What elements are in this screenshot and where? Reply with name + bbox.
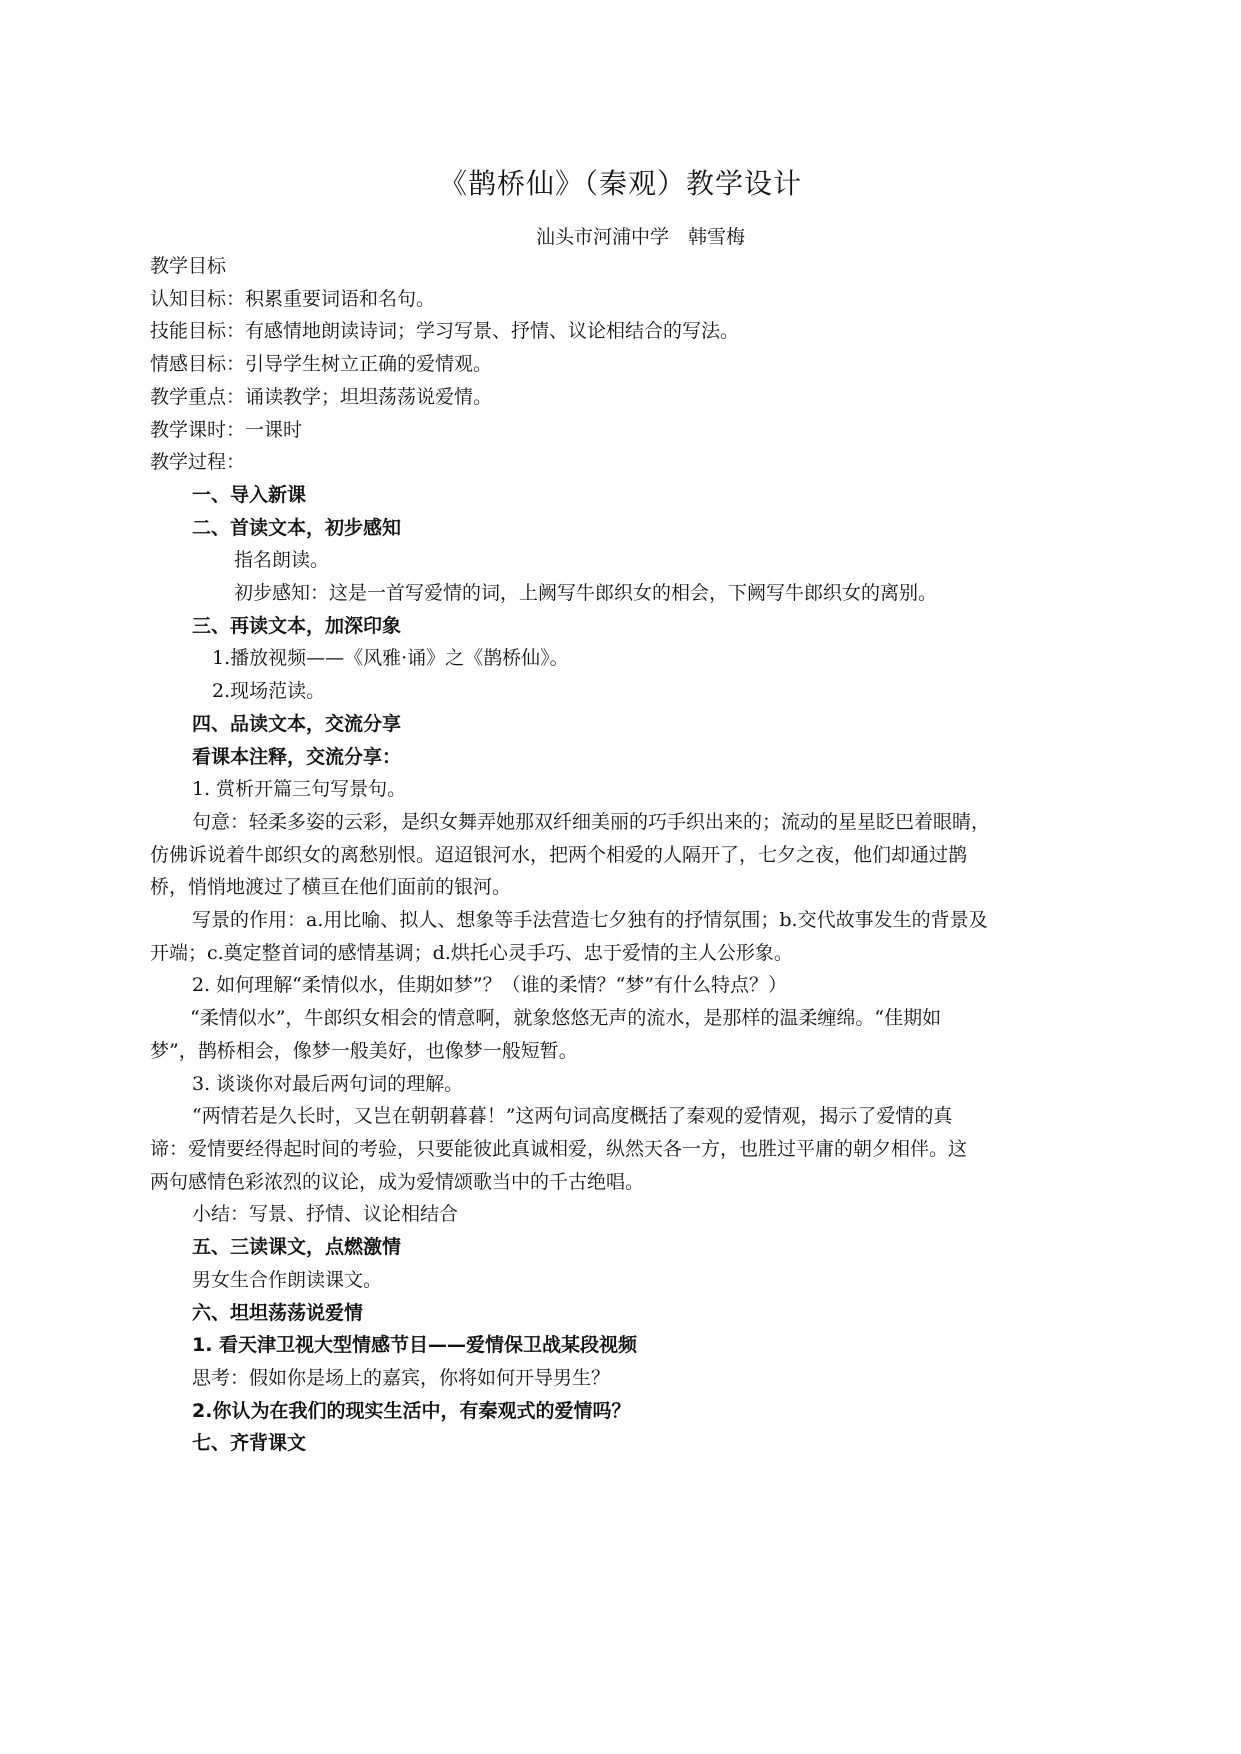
paragraph-line: 开端；c.奠定整首词的感情基调；d.烘托心灵手巧、忠于爱情的主人公形象。 xyxy=(150,941,793,964)
text-line: 2. 如何理解“柔情似水，佳期如梦”？（谁的柔情？“梦”有什么特点？） xyxy=(192,974,788,997)
text-line: 1. 赏析开篇三句写景句。 xyxy=(192,778,407,801)
section-heading: 五、三读课文，点燃激情 xyxy=(192,1236,402,1259)
section-heading: 一、导入新课 xyxy=(192,483,307,506)
document-author: 汕头市河浦中学 韩雪梅 xyxy=(535,226,745,248)
section-heading: 四、品读文本，交流分享 xyxy=(192,712,402,735)
paragraph-line: 谛：爱情要经得起时间的考验，只要能彼此真诚相爱，纵然天各一方，也胜过平庸的朝夕相伴。这 xyxy=(150,1137,968,1160)
paragraph-line: 句意：轻柔多姿的云彩，是织女舞弄她那双纤细美丽的巧手织出来的；流动的星星眨巴着眼睛， xyxy=(192,810,991,833)
text-line: 指名朗读。 xyxy=(234,549,330,572)
document-body xyxy=(150,250,1098,1460)
text-line: 初步感知：这是一首写爱情的词，上阙写牛郎织女的相会，下阙写牛郎织女的离别。 xyxy=(234,582,938,605)
text-line: 教学目标 xyxy=(150,255,227,277)
text-line: 思考：假如你是场上的嘉宾，你将如何开导男生？ xyxy=(192,1366,611,1389)
paragraph-line: 桥，悄悄地渡过了横亘在他们面前的银河。 xyxy=(150,876,512,899)
text-line: 3. 谈谈你对最后两句词的理解。 xyxy=(192,1072,464,1095)
section-heading: 三、再读文本，加深印象 xyxy=(192,614,402,637)
text-line: 小结：写景、抒情、议论相结合 xyxy=(192,1203,459,1226)
document-title: 《鹊桥仙》（秦观）教学设计 xyxy=(438,167,802,200)
text-line: 情感目标：引导学生树立正确的爱情观。 xyxy=(150,353,493,376)
section-heading: 七、齐背课文 xyxy=(192,1432,307,1455)
text-line: 认知目标：积累重要词语和名句。 xyxy=(150,287,436,310)
paragraph-line: 仿佛诉说着牛郎织女的离愁别恨。迢迢银河水，把两个相爱的人隔开了，七夕之夜，他们却通过鹊 xyxy=(150,843,968,866)
text-line: 教学课时：一课时 xyxy=(150,418,303,441)
text-line: 男女生合作朗读课文。 xyxy=(192,1268,383,1291)
text-line: 1.播放视频——《风雅·诵》之《鹊桥仙》。 xyxy=(212,647,569,670)
paragraph-line: 写景的作用：a.用比喻、拟人、想象等手法营造七夕独有的抒情氛围；b.交代故事发生的背景及 xyxy=(192,909,988,932)
text-line: 教学重点：诵读教学；坦坦荡荡说爱情。 xyxy=(150,385,493,408)
text-line: 2.现场范读。 xyxy=(212,680,326,703)
paragraph-line: 梦”，鹊桥相会，像梦一般美好，也像梦一般短暂。 xyxy=(150,1039,578,1062)
text-line: 技能目标：有感情地朗读诗词；学习写景、抒情、议论相结合的写法。 xyxy=(150,320,740,343)
section-heading: 二、首读文本，初步感知 xyxy=(192,516,402,539)
subsection-heading: 看课本注释，交流分享： xyxy=(192,745,402,768)
text-line: 教学过程： xyxy=(150,451,246,474)
paragraph-line: 两句感情色彩浓烈的议论，成为爱情颂歌当中的千古绝唱。 xyxy=(150,1170,645,1193)
section-heading: 六、坦坦荡荡说爱情 xyxy=(192,1301,364,1324)
paragraph-line: “两情若是久长时，又岂在朝朝暮暮！”这两句词高度概括了秦观的爱情观，揭示了爱情的真 xyxy=(192,1105,953,1128)
subsection-heading: 2.你认为在我们的现实生活中，有秦观式的爱情吗？ xyxy=(192,1399,631,1422)
paragraph-line: “柔情似水”，牛郎织女相会的情意啊，就象悠悠无声的流水，是那样的温柔缠绵。“佳期如 xyxy=(190,1007,942,1030)
subsection-heading: 1. 看天津卫视大型情感节目——爱情保卫战某段视频 xyxy=(192,1334,638,1357)
